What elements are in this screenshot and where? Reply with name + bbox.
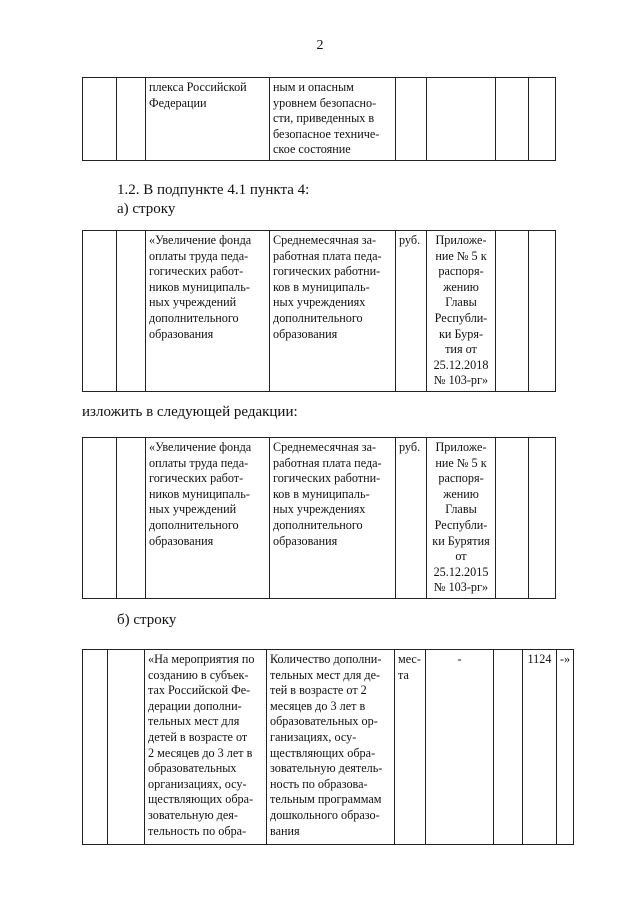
cell-indicator-desc: Среднемесячная за- работная плата педа- гогических работни- ков в муниципаль- ных учреждениях дополнительного образования [270, 438, 396, 599]
cell-indicator-name: плекса Российской Федерации [146, 78, 270, 161]
empty-cell [496, 78, 529, 161]
table-row-b [82, 649, 574, 845]
section-heading: 1.2. В подпункте 4.1 пункта 4: [117, 182, 310, 198]
cell-indicator-name: «Увеличение фонда оплаты труда педа- гогических работ- ников муниципаль- ных учреждений дополнительного образования [146, 438, 270, 599]
cell-unit: руб. [396, 438, 427, 599]
item-b-label: б) строку [117, 612, 177, 628]
empty-cell [117, 78, 146, 161]
item-a-label: а) строку [117, 201, 176, 217]
cell-source: - [426, 650, 494, 845]
empty-cell [83, 650, 108, 845]
cell-value: 1124 [523, 650, 557, 845]
cell-indicator-desc: Количество дополни- тельных мест для де- тей в возрасте от 2 месяцев до 3 лет в образовательных ор- ганизациях, осу- ществляющих обра- зовательную деятель- ность по образова- тельным программам дошкольного образо- вания [267, 650, 395, 845]
empty-cell [117, 438, 146, 599]
cell-indicator-name: «Увеличение фонда оплаты труда педа- гогических работ- ников муниципаль- ных учреждений дополнительного образования [146, 231, 270, 392]
cell-end: -» [557, 650, 574, 845]
cell-unit: мес- та [395, 650, 426, 845]
empty-cell [496, 231, 529, 392]
empty-cell [83, 78, 117, 161]
table-new-row [82, 437, 556, 599]
table-old-row [82, 230, 556, 392]
cell-source: Приложе- ние № 5 к распоря- жению Главы Республи- ки Бурятия от 25.12.2015 № 103-рг» [427, 438, 496, 599]
empty-cell [427, 78, 496, 161]
empty-cell [108, 650, 145, 845]
empty-cell [117, 231, 146, 392]
empty-cell [494, 650, 523, 845]
page-number: 2 [316, 38, 324, 53]
empty-cell [529, 78, 556, 161]
empty-cell [83, 438, 117, 599]
empty-cell [529, 231, 556, 392]
cell-indicator-desc: ным и опасным уровнем безопасно- сти, приведенных в безопасное техниче- ское состояние [270, 78, 396, 161]
cell-source: Приложе- ние № 5 к распоря- жению Главы Республи- ки Буря- тия от 25.12.2018 № 103-рг» [427, 231, 496, 392]
empty-cell [83, 231, 117, 392]
empty-cell [529, 438, 556, 599]
empty-cell [496, 438, 529, 599]
cell-unit: руб. [396, 231, 427, 392]
empty-cell [396, 78, 427, 161]
cell-indicator-desc: Среднемесячная за- работная плата педа- гогических работни- ков в муниципаль- ных учреждениях дополнительного образования [270, 231, 396, 392]
cell-indicator-name: «На мероприятия по созданию в субъек- тах Российской Фе- дерации дополни- тельных мест для детей в возрасте от 2 месяцев до 3 лет в образовательных организациях, осу- ществляющих обра- зовательную дея- тельность по обра- [145, 650, 267, 845]
replace-instruction: изложить в следующей редакции: [82, 404, 298, 420]
table-continuation [82, 77, 556, 161]
